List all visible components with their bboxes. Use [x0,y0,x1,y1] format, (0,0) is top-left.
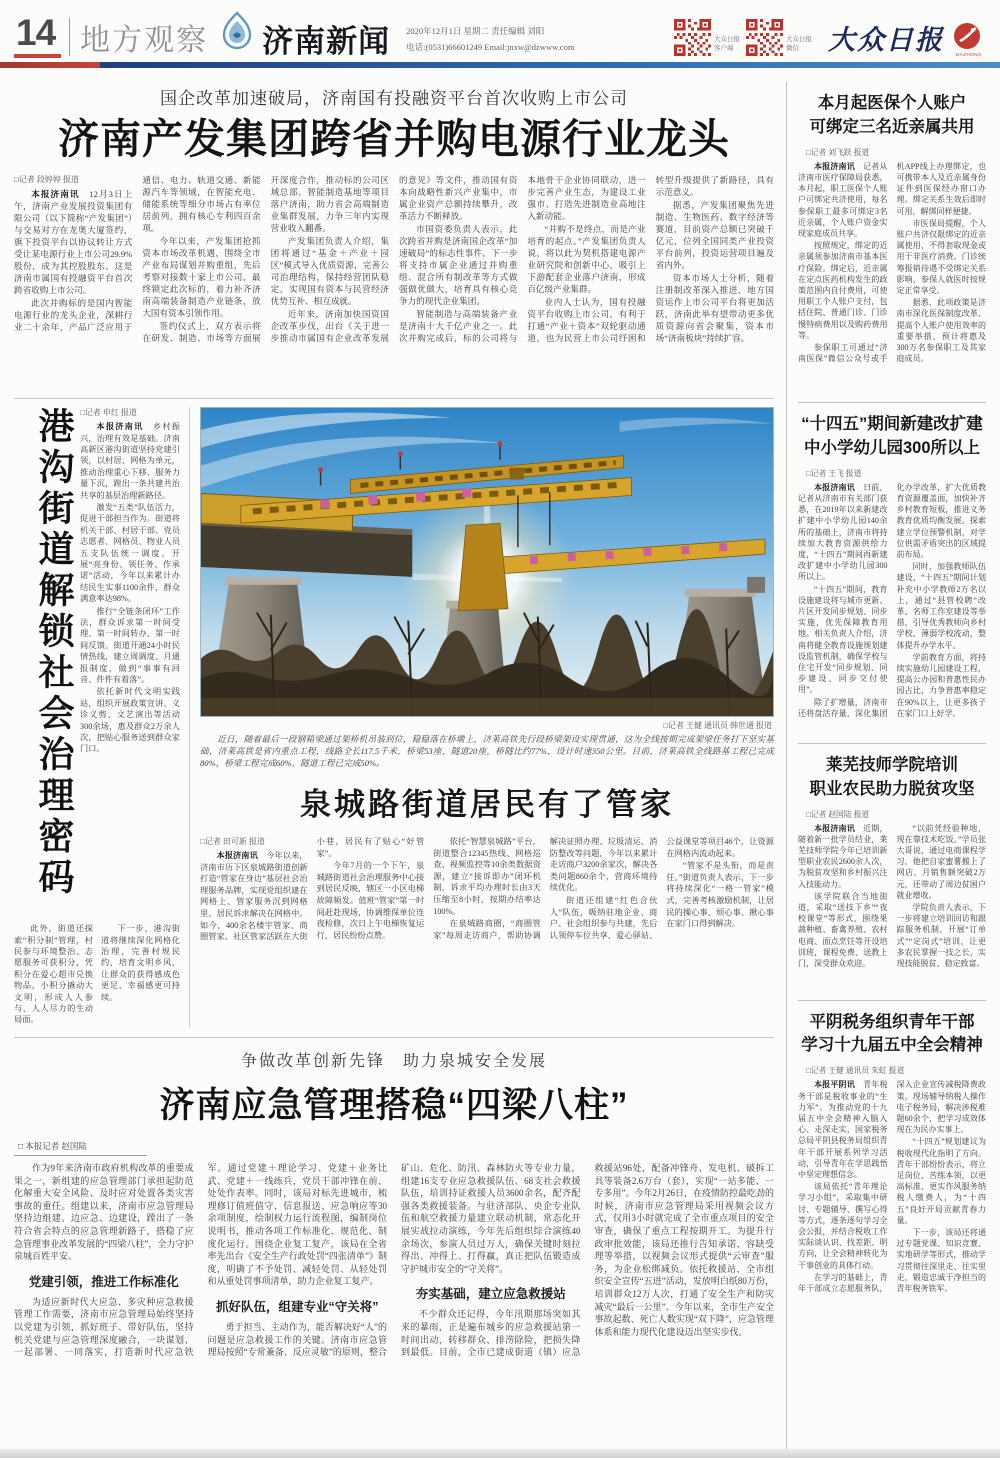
paragraph: 街道还组建“红色合伙人”队伍，吸纳驻地企业、商户、社会组织参与共建，先后认领停车位共享、爱心驿站、公益课堂等项目46个，让资源在网格内流动起来。 [549,837,774,940]
paragraph: 作为9年来济南市政府机构改革的重要成果之一，新组建的应急管理部门承担起防范化解重大安全风险、及时应对处置各类灾害事故的重任。组建以来，济南市应急管理局坚持边组建、边应急、边建设，蹚出了一条符合省会特点的应急管理新路子，搭稳了应急管理事业改革发展的“四梁八柱”，全力守护泉城百姓平安。 [14,1163,194,1262]
sidebar-body [798,482,986,734]
masthead-rule [0,62,1000,68]
paragraph: 在学习的基础上，青年干部成立志愿服务队，深入企业宣传减税降费政策，现场辅导纳税人操作电子税务局，解决涉税难题60余个，把学习成效体现在为民办实事上。 [798,1080,986,1294]
sidebar-headline: 莱芜技师学院培训 职业农民助力脱贫攻坚 [809,755,975,798]
gangou-body [72,407,180,915]
paragraph: 今年7月的一个下午，泉城路街道社会治理服务中心接到居民反映，辖区一小区电梯故障频发。值班“管家”第一时间赶赴现场，协调维保单位连夜检修，次日上午电梯恢复运行，居民纷纷点赞。 [316,861,425,940]
sidebar-column [786,82,986,1450]
sidebar-article-pingyin [798,1001,986,1339]
paragraph: 学院负责人表示，下一步将建立培训回访和跟踪服务机制，开展“订单式”“定岗式”培训，让更多农民掌握一技之长，实现技能脱贫、稳定致富。 [896,902,986,968]
qr-label-wechat: 大众日报 微信 [786,35,812,53]
bottom-kicker: 争做改革创新先锋 助力泉城安全发展 [240,1053,547,1071]
paragraph: 今年以来，产发集团抢抓资本市场改革机遇，围绕全市产业布局谋划并购重组，先后考察对接数十家上市公司，最终锁定此次标的，着力补齐济南高端装备制造产业链条，放大国有资本引领作用。 [142,236,261,319]
center-byline: □记者 田可新 报道 [200,837,265,847]
gangou-top [14,407,180,915]
paragraph: 除了扩增量，济南市还将盘活存量，深化集团化办学改革，扩大优质教育资源覆盖面，加快补齐乡村教育短板，推进义务教育优质均衡发展。探索建立学位预警机制，对学位供需矛盾突出的区域提前布局。 [798,482,986,718]
sidebar-headline: “十四五”期间新建改扩建 中小学幼儿园300所以上 [801,414,983,457]
paragraph: 本报济南讯 近期，随着新一批学员结业，莱芜技师学院今年已培训新型职业农民2600余人次，为脱贫攻坚和乡村振兴注入技能动力。 [798,823,888,889]
paragraph: 按照规定，绑定的近亲属须参加济南市基本医疗保险。绑定后，近亲属在定点医药机构发生的政策范围内自付费用，可使用职工个人账户支付，包括住院、普通门诊、门诊慢特病费用以及购药费用等。 [798,241,888,340]
photo-caption: 近日，随着最后一段钢箱梁通过架桥机吊装到位，稳稳落在桥墩上，济莱高铁先行段桥梁架设实现贯通，这为全线按期完成架梁任务打下坚实基础，济莱高铁是省内重点工程，线路全长117.5千米，桥梁53座，隧道20座，桥隧比约77%，设计时速350公里。目前，济莱高铁全线路基工程已完成80%，桥梁工程完成60%，隧道工程已完成50%。 [200,734,774,769]
paragraph: 本报济南讯 记者从济南市医疗保障局获悉，本月起，职工医保个人账户可绑定共济使用，每名参保职工最多可绑定3名近亲属，个人账户资金实现家庭成员共享。 [798,161,888,239]
sidebar-body [798,823,986,991]
middle-band [14,399,774,1027]
lead-headline: 济南产发集团跨省并购电源行业龙头 [58,116,730,162]
gangou-headline: 港沟街道解锁社会治理密码 [34,407,75,900]
paragraph: 勇于担当、主动作为，能否解决好“人”的问题是应急救援工作的关键。济南市应急管理局按照“专常兼备、反应灵敏”的原则，整合矿山、危化、防汛、森林防火等专业力量，组建16支专业应急救援队伍、68支社会救援队伍，培训持证救援人员3600余名，配齐配强各类救援装备。与驻济部队、央企专业队伍和航空救援力量建立联动机制，常态化开展实战拉动演练，今年先后组织综合演练40余场次，参演人员过万人，确保关键时刻拉得出、冲得上、打得赢，真正把队伍锻造成守护城市安全的“守关将”。 [207,1163,581,1358]
paragraph: 市医保局提醒，个人账户共济仅限绑定的近亲属使用，不得套取现金或用于非医疗消费。门诊统筹报销待遇不受绑定关系影响，参保人就医时按规定正常享受。 [896,218,986,296]
news-photo [200,407,774,717]
bottom-subhead-2: 抓好队伍，组建专业“守关将” [215,1300,379,1315]
brand-subtext: DAZHONG [956,52,982,57]
sidebar-headline: 本月起医保个人账户 可绑定三名近亲属共用 [809,94,975,136]
masthead [0,0,1000,58]
qr-label-client: 大众日报 客户端 [714,35,740,53]
paragraph: 此外，街道还探索“积分制”管理，村民参与环境整治、志愿服务可获积分，凭积分在爱心超市兑换物品，小积分撬动大文明，形成人人参与、人人尽力的生动局面。 [14,924,93,1025]
paragraph: 该学院联合当地街道，采取“送技下乡”“夜校课堂”等形式，围绕果蔬种植、畜禽养殖、农村电商、面点烹饪等开设培训班，课程免费、送教上门，深受群众欢迎。 [798,891,888,968]
bottom-subhead-3: 夯实基础，建立应急救援站 [415,1287,566,1302]
qr-group-wechat [746,19,812,56]
paragraph: 本报济南讯 乡村振兴，治理有效是基础。济南高新区港沟街道坚持党建引领，以村居、网格为单元，推动治理重心下移、服务力量下沉，蹚出一条共建共治共享的基层治理新路径。 [80,422,180,500]
page-number-block [14,14,61,58]
sidebar-article-shisiwu [798,403,986,744]
paragraph: “十四五”期间，教育设施建设将与城市更新、片区开发同步规划、同步实施，优先保障教育用地。相关负责人介绍，济南将健全教育设施规划建设监管机制，确保学校与住宅开发“同步规划、同步建设、同步交付使用”。 [798,584,888,695]
qr-code-client [674,19,711,56]
masthead-meta [406,24,574,55]
center-body [200,836,774,1012]
paragraph: “十四五”规划建议为税收现代化指明了方向。青年干部纷纷表示，将立足岗位、苦练本领，以更高标准、更实作风服务纳税人缴费人，为“十四五”良好开局贡献青春力量。 [896,1137,986,1225]
bottom-byline: □ 本报记者 赵国陆 [14,1140,147,1156]
qr-group-client [674,19,740,56]
sidebar-article-yibao [798,82,986,403]
lead-kicker: 国企改革加速破局，济南国有投融资平台首次收购上市公司 [160,89,628,108]
paragraph: 下一步，港沟街道将继续深化网格化治理，完善村规民约，培育文明乡风，让群众的获得感成色更足、幸福感更可持续。 [101,924,180,1002]
sidebar-byline: □记者 刘飞跃 报道 [806,147,870,157]
paragraph: 业内人士认为，国有投融资平台收购上市公司，有利于打通“产业＋资本”双轮驱动通道，也为民营上市公司纾困和转型升级提供了新路径，具有示范意义。 [527,175,774,344]
paragraph: 同时，加强教师队伍建设，“十四五”期间计划补充中小学教师2万名以上，通过“县管校聘”改革、名师工作室建设等举措，引导优秀教师向乡村学校、薄弱学校流动，整体提升办学水平。 [896,562,986,650]
brand-wordmark: 大众日报 [828,25,944,55]
page-bottom-edge [0,1449,1000,1458]
sidebar-body [798,1079,986,1329]
paragraph: 依托新时代文明实践站，组织开展政策宣讲、义诊义剪、文艺演出等活动300余场，惠及群众2万余人次，把贴心服务送到群众家门口。 [80,687,180,754]
masthead-right [674,19,986,56]
bottom-subhead-1: 党建引领，推进工作标准化 [28,1274,179,1289]
masthead-rule-red [0,62,100,68]
paragraph: “以前凭经验种地，现在靠技术吃饭。”学员张大哥说，通过电商课程学习，他把自家蜜薯搬上了网店，月销售额突破2万元，还带动了周边贫困户就业增收。 [896,823,986,900]
paragraph: 本报济南讯 日前，记者从济南市有关部门获悉，在2019年以来新建改扩建中小学幼儿园140余所的基础上，济南市将持续加大教育资源供给力度，“十四五”期间再新建改扩建中小学幼儿园300所以上。 [798,482,888,582]
masthead-left [14,11,390,58]
paragraph: 此次并购标的是国内智能电源行业的龙头企业，深耕行业二十余年，产品广泛应用于通信、电力、轨道交通、新能源汽车等领域，在智能充电、储能系统等细分市场占有率位居前列，拥有核心专利四百余项。 [14,175,261,333]
content-area [0,68,1000,1450]
paragraph: 参保职工可通过“济南医保”微信公众号或手机APP线上办理绑定，也可携带本人及近亲属身份证件到医保经办窗口办理。绑定关系生效后即时可用，解绑同样便捷。 [798,161,986,364]
paragraph: “管家不是头衔，而是责任。”街道负责人表示，下一步将持续深化“一格一管家”模式，完善考核激励机制，让居民的操心事、烦心事、揪心事在家门口得到解决。 [666,861,774,929]
center-headline: 泉城路街道居民有了管家 [300,787,674,823]
article-lead [14,84,774,399]
paragraph: 市国资委负责人表示，此次跨省并购是济南国企改革“加速破局”的标志性事件，下一步将支持市属企业通过并购重组、混合所有制改革等方式做强做优做大，培育具有核心竞争力的现代企业集团。 [398,224,518,307]
sidebar-article-laiwu [798,744,986,1001]
date-line: 2020年12月1日 星期二 责任编辑 刘阳 [406,26,545,37]
section-title: 地方观察 [80,24,209,57]
sidebar-byline: □记者 赵国陆 报道 [806,809,870,819]
paper-title: 济南新闻 [262,24,391,59]
qr-code-wechat [746,19,783,56]
paragraph: 依托“智慧泉城路”平台，街道整合12345热线、网格巡查、视频监控等10余类数据资源，建立“接诉即办”闭环机制，诉求平均办理时长由3天压缩至8小时，按期办结率达100%。 [433,837,541,916]
lead-body [14,174,774,388]
paragraph: 下一步，该局还将通过专题党课、知识竞赛、实地研学等形式，推动学习贯彻往深里走、往实里走，锻造忠诚干净担当的青年税务铁军。 [896,1228,986,1294]
paragraph: 本报济南讯 12月3日上午，济南产业发展投资集团有限公司（以下简称“产发集团”）与交易对方在龙奥大厦签约，旗下投资平台以协议转让方式受让某电源行业上市公司29.9%股份，成为其控股股东。这是济南市属国有投融资平台首次跨省收购上市公司。 [14,189,133,296]
paragraph: 近年来，济南加快国资国企改革步伐，出台《关于进一步推动市属国有企业改革发展的意见》等文件，推动国有资本向战略性新兴产业集中，市属企业资产总额持续攀升，改革活力不断释放。 [270,175,518,344]
paragraph: 在泉城路商圈，“商圈管家”每周走访商户，帮助协调解决证照办理、垃圾清运、消防整改等问题，今年以来累计走访商户3200余家次，解决各类问题860余个，营商环境持续优化。 [433,837,658,940]
article-gangou [14,407,190,1027]
spring-logo-icon [220,11,254,58]
sidebar-byline: □记者 王健 通讯员 朱虹 报道 [806,1066,905,1076]
paragraph: 签约仪式上，双方表示将在研发、制造、市场等方面展开深度合作，推动标的公司区域总部、智能制造基地等项目落户济南，助力省会高端制造业集群发展，力争三年内实现营业收入翻番。 [142,175,389,344]
paragraph: 本报济南讯 今年以来，济南市历下区泉城路街道创新打造“管家在身边”基层社会治理服务品牌，实现党组织建在网格上、管家服务沉到网格里、居民诉求解决在网格中。如今，400余名楼宇管家、商圈管家、社区管家活跃在大街小巷，居民有了贴心“好管家”。 [200,837,425,942]
paragraph: 资本市场人士分析，随着注册制改革深入推进，地方国资运作上市公司平台将更加活跃，济南此举有望带动更多优质资源向省会聚集，资本市场“济南板块”持续扩容。 [655,273,774,344]
paragraph: 本报平阴讯 青年税务干部是税收事业的“生力军”。为推动党的十九届五中全会精神入脑入心、走深走实，国家税务总局平阴县税务局组织青年干部开展系列学习活动，引导青年在学思践悟中坚定理想信念。 [798,1080,888,1179]
gangou-body-bottom [14,923,180,1027]
photo-zone [190,407,774,1027]
paragraph: 该局依托“青年理论学习小组”，采取集中研讨、专题辅导、撰写心得等方式，逐条逐句学习全会公报，并结合税收工作实际谈认识、找差距、明方向，让全会精神转化为干事创业的具体行动。 [798,1182,888,1270]
paragraph: 激发“五类”队伍活力，促进干部担当作为。街道将机关干部、村居干部、党员志愿者、网格员、物业人员五支队伍统一调度，开展“亮身份、领任务、作承诺”活动，今年以来累计办结民生实事1100余件，群众满意率达98%。 [80,502,180,604]
paragraph: 智能制造与高端装备产业是济南十大千亿产业之一。此次并购完成后，标的公司将与本地骨干企业协同联动，进一步完善产业生态，为建设工业强市、打造先进制造业高地注入新动能。 [398,175,646,344]
paragraph: 推行“全链条闭环”工作法，群众诉求第一时间受理、第一时间转办、第一时间反馈。街道开通24小时民情热线，建立周调度、月通报制度，做到“事事有回音、件件有着落”。 [80,606,180,685]
paragraph: 学前教育方面，将持续实施幼儿园建设工程，提高公办园和普惠性民办园占比，力争普惠率稳定在90%以上，让更多孩子在家门口上好学。 [896,652,986,718]
contact-line: 电话:(0531)66601249 Email:jnxw@dzwww.com [406,41,575,52]
sidebar-byline: □记者 王飞 报道 [806,468,862,478]
bottom-body [14,1162,774,1450]
photo-credit: □记者 王健 通讯员 韩世通 报道 [663,721,772,731]
masthead-rule-blue [100,62,1000,68]
masthead-divider [69,18,70,56]
paragraph: “并购不是终点，而是产业培育的起点。”产发集团负责人说，将以此为契机搭建电源产业研究院和创新中心，吸引上下游配套企业落户济南，形成百亿级产业集群。 [527,224,646,295]
paragraph: 据悉，产发集团聚焦先进制造、生物医药、数字经济等赛道，目前资产总额已突破千亿元，位列全国同类产业投资平台前列，投资运营项目遍及省内外。 [655,200,774,271]
sidebar-body [798,161,986,393]
page-number: 14 [16,12,56,53]
brand-logo-icon [952,22,986,56]
sidebar-headline: 平阴税务组织青年干部 学习十九届五中全会精神 [801,1012,983,1055]
bottom-headline: 济南应急管理搭稳“四梁八柱” [159,1086,629,1126]
article-bottom [14,1037,774,1450]
paragraph: 不少群众还记得，今年汛期那场突如其来的暴雨，正是遍布城乡的应急救援站第一时间出动，转移群众、排涝除险，把损失降到最低。目前，全市已建成街道（镇）应急救援站96处，配备冲锋舟、发电机、破拆工具等装备2.6万台（套），实现“一站多能、一专多用”。今年2月26日，在疫情防控最吃劲的时候，济南市应急管理局采用视频会议方式，仅用3小时就完成了全市重点项目的安全审查，确保了重点工程按期开工。为提升行政审批效能，该局还推行告知承诺、容缺受理等举措，以视频会议形式提供“云审查”服务，为企业松绑减负。依托救援站，全市组织安全宣传“五进”活动，发放明白纸80万份，培训群众12万人次，打通了安全生产和防灾减灾“最后一公里”。今年以来，全市生产安全事故起数、死亡人数实现“双下降”，应急管理体系和能力现代化建设迈出坚实步伐。 [401,1163,774,1358]
paragraph: 为适应新时代大应急、多灾种应急救援管理工作需要，济南市应急管理局始终坚持以党建为引领，抓好班子、带好队伍，坚持机关党建与应急管理深度融合，一块谋划、一起部署、一同落实，打造新时代应急铁军。通过党建＋理论学习、党建＋业务比武、党建＋一线练兵，党员干部冲锋在前、处处作表率。同时，该局对标先进城市，梳理修订值班值守、信息报送、应急响应等30余项制度，绘制权力运行流程图，编制岗位说明书，推动各项工作标准化、规范化、制度化运行。围绕企业复工复产，该局在全省率先出台《安全生产行政处罚“四张清单”》制度，明确了不予处罚、减轻处罚、从轻处罚和从重处罚事项清单，助力企业复工复产。 [14,1163,387,1358]
gangou-byline: □记者 申红 报道 [80,408,137,418]
main-column [14,82,774,1450]
paragraph: 产发集团负责人介绍，集团将通过“基金＋产业＋园区”模式导入优质资源，完善公司治理结构，保持经营团队稳定，实现国有资本与民营经济优势互补、相互成就。 [270,236,389,307]
lead-byline: □记者 段婷婷 报道 [14,175,79,185]
paragraph: 据悉，此项政策是济南市深化医保制度改革、提高个人账户使用效率的重要举措，预计将惠及300万名参保职工及其家庭成员。 [896,298,986,364]
